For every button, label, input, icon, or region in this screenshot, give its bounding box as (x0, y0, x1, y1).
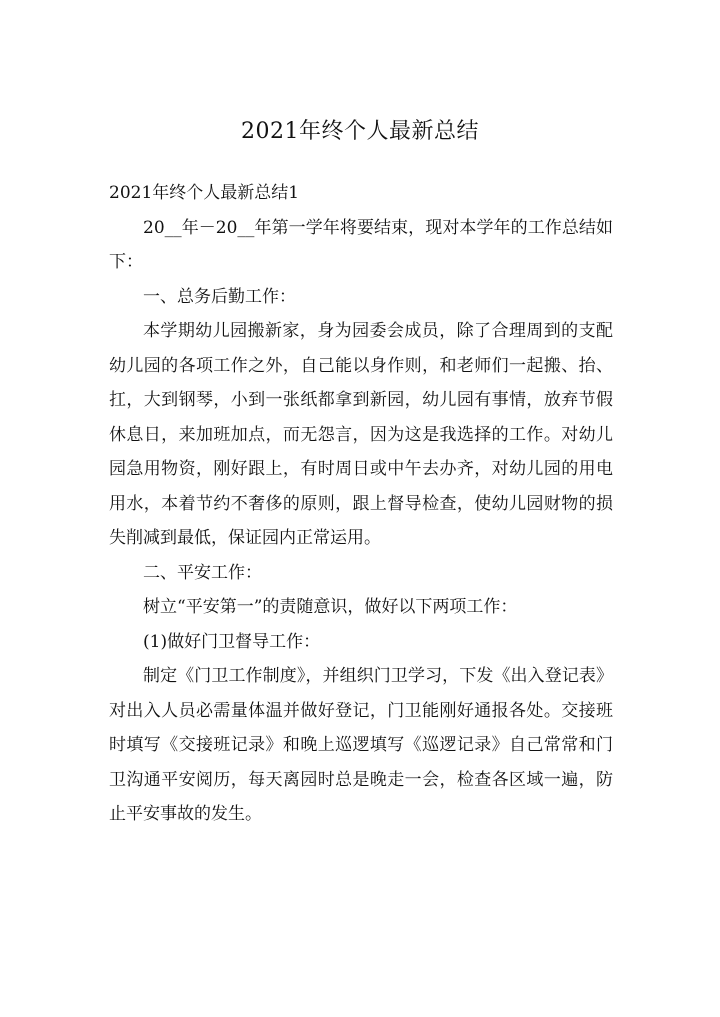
paragraph-intro: 20__年－20__年第一学年将要结束，现对本学年的工作总结如下： (109, 217, 613, 272)
paragraph-gate-supervision: 制定《门卫工作制度》，并组织门卫学习，下发《出入登记表》对出入人员必需量体温并做好登记，门卫能刚好通报各处。交接班时填写《交接班记录》和晚上巡逻填写《巡逻记录》自己常常和门卫沟通平安阅历，每天离园时总是晚走一会，检查各区域一遍，防止平安事故的发生。 (109, 666, 613, 824)
document-body (109, 176, 613, 832)
paragraph-safety-intro: 树立“平安第一”的责随意识，做好以下两项工作： (143, 597, 518, 617)
heading-gate-supervision: (1)做好门卫督导工作： (143, 631, 321, 652)
heading-logistics: 一、总务后勤工作： (143, 286, 296, 307)
document-title: 2021年终个人最新总结 (241, 119, 479, 144)
heading-safety: 二、平安工作： (143, 562, 262, 583)
section-heading: 2021年终个人最新总结1 (109, 183, 300, 203)
paragraph-logistics: 本学期幼儿园搬新家，身为园委会成员，除了合理周到的支配幼儿园的各项工作之外，自己能以身作则，和老师们一起搬、抬、扛，大到钢琴，小到一张纸都拿到新园，幼儿园有事情，放弃节假休息日，来加班加点，而无怨言，因为这是我选择的工作。对幼儿园急用物资，刚好跟上，有时周日或中午去办齐，对幼儿园的用电用水，本着节约不奢侈的原则，跟上督导检查，使幼儿园财物的损失削减到最低，保证园内正常运用。 (109, 321, 613, 548)
